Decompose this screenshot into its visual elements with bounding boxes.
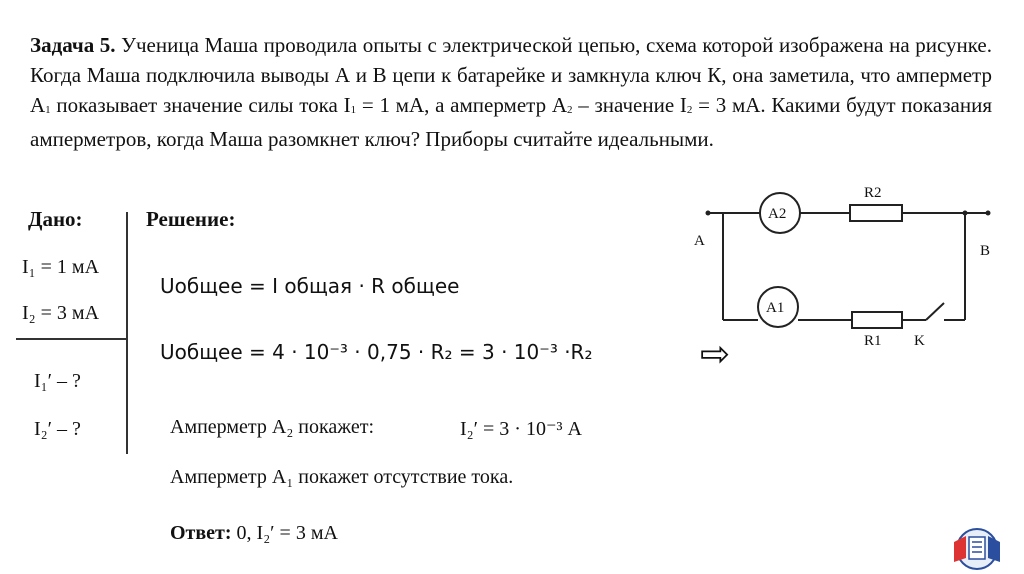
given-title: Дано: xyxy=(28,207,83,231)
terminal-b xyxy=(986,211,991,216)
problem-text-2: показывает значение силы тока I xyxy=(50,93,351,117)
circuit-diagram xyxy=(690,175,1000,355)
ammeter-a2-text: Амперметр А₂ покажет: xyxy=(170,416,375,438)
problem-sub-2: 1 xyxy=(350,104,357,116)
label-b: B xyxy=(980,243,991,259)
problem-sub-4: 2 xyxy=(686,104,693,116)
label-a: A xyxy=(694,233,705,249)
solution-title: Решение: xyxy=(146,207,236,231)
problem-statement xyxy=(30,30,992,154)
ammeter-a2-value: I₂′ = 3 · 10⁻³ А xyxy=(460,418,582,440)
label-k: K xyxy=(914,333,925,349)
answer-label: Ответ: xyxy=(170,522,232,544)
problem-text-1: Ученица Маша проводила опыты с электрической цепью, схема которой изображена на рисунке. Когда Маша подключила выводы А и В цепи к батарейке и замкнула ключ К, она заметила, что амперметр А xyxy=(30,33,992,117)
given-i1: I₁ = 1 мА xyxy=(22,256,100,278)
problem-label: Задача 5. xyxy=(30,33,116,57)
formula-1: Uобщее = I общая · R общее xyxy=(160,274,460,298)
given-divider-vertical xyxy=(126,212,128,454)
problem-sub-3: 2 xyxy=(566,104,573,116)
given-divider-horizontal xyxy=(16,338,128,340)
label-a2: A2 xyxy=(768,206,787,222)
given-i2: I₂ = 3 мА xyxy=(22,302,100,324)
problem-text-3: = 1 мА, а амперметр А xyxy=(356,93,567,117)
resistor-r1 xyxy=(852,312,902,328)
switch-k xyxy=(926,303,944,320)
find-i2: I₂′ – ? xyxy=(34,418,81,440)
problem-sub-1: 1 xyxy=(45,104,51,116)
answer-value: 0, I₂′ = 3 мА xyxy=(236,522,338,544)
olympiad-logo-icon xyxy=(946,528,1008,570)
label-a1: A1 xyxy=(766,300,785,316)
formula-2: Uобщее = 4 · 10⁻³ · 0,75 · R₂ = 3 · 10⁻³ ·R₂ xyxy=(160,340,593,364)
find-i1: I₁′ – ? xyxy=(34,370,81,392)
problem-text-4: – значение I xyxy=(572,93,687,117)
junction-right xyxy=(963,211,968,216)
answer xyxy=(170,522,338,545)
ammeter-a1-text: Амперметр А₁ покажет отсутствие тока. xyxy=(170,466,514,488)
label-r2: R2 xyxy=(864,185,882,201)
implies-arrow-icon: ⇨ xyxy=(700,334,731,375)
terminal-a xyxy=(706,211,711,216)
label-r1: R1 xyxy=(864,333,882,349)
problem-text-5: = 3 мА. Какими будут показания амперметров, когда Маша разомкнет ключ? Приборы считайте идеальными. xyxy=(30,93,993,151)
resistor-r2 xyxy=(850,205,902,221)
